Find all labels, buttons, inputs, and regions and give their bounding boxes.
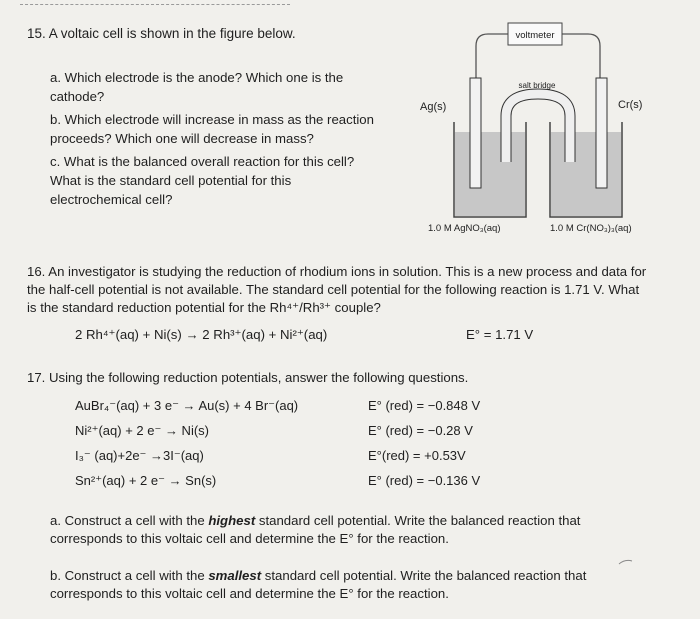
salt-bridge-label: salt bridge (518, 81, 556, 90)
q17-part-a (50, 512, 580, 548)
left-solution (455, 132, 525, 216)
q17-reaction-2: Ni²⁺(aq) + 2 e⁻ → Ni(s) (75, 423, 209, 438)
emphasis-highest: highest (208, 513, 256, 528)
q17-part-b (50, 567, 586, 603)
q17-heading: 17. Using the following reduction potentials, answer the following questions. (27, 370, 469, 385)
voltmeter-label: voltmeter (515, 30, 555, 41)
q15-c-line-1: c. What is the balanced overall reaction for this cell? (50, 154, 355, 169)
q17-a-line-1: a. Construct a cell with the highest standard cell potential. Write the balanced reaction that (50, 513, 581, 528)
q17-potential-2: E° (red) = −0.28 V (368, 423, 473, 438)
ag-electrode (470, 78, 481, 188)
right-solution (551, 132, 621, 216)
q15-b-line-1: b. Which electrode will increase in mass as the reaction (50, 112, 374, 127)
q15-a-line-2: cathode? (50, 89, 105, 104)
q16-line-1: 16. An investigator is studying the reduction of rhodium ions in solution. This is a new process and data for (27, 264, 647, 279)
q15-b-line-2: proceeds? Which one will decrease in mass? (50, 131, 314, 146)
cr-electrode (596, 78, 607, 188)
right-wire (562, 34, 600, 100)
q17-potential-1: E° (red) = −0.848 V (368, 398, 481, 413)
q15-part-a (50, 68, 343, 106)
q15-heading: 15. A voltaic cell is shown in the figure below. (27, 26, 296, 41)
q15-c-line-3: electrochemical cell? (50, 192, 173, 207)
q15-part-b (50, 110, 374, 148)
q17-reaction-1: AuBr₄⁻(aq) + 3 e⁻ → Au(s) + 4 Br⁻(aq) (75, 398, 299, 413)
cr-label: Cr(s) (618, 99, 643, 111)
agno3-label: 1.0 M AgNO₃(aq) (428, 223, 501, 234)
q16-line-3: is the standard reduction potential for the Rh⁴⁺/Rh³⁺ couple? (27, 300, 381, 315)
q17-b-line-1: b. Construct a cell with the smallest standard cell potential. Write the balanced reaction that (50, 568, 587, 583)
q15-a-line-1: a. Which electrode is the anode? Which one is the (50, 70, 344, 85)
emphasis-smallest: smallest (208, 568, 262, 583)
top-dashed-rule (20, 4, 290, 5)
q17-reaction-3: I₃⁻ (aq)+2e⁻ →3I⁻(aq) (75, 448, 204, 463)
q16-text (27, 263, 687, 317)
q17-b-line-2: corresponds to this voltaic cell and determine the E° for the reaction. (50, 586, 449, 601)
q15-part-c (50, 152, 354, 209)
q16-potential: E° = 1.71 V (466, 327, 534, 342)
q17-potential-3: E°(red) = +0.53V (368, 448, 466, 463)
q16-equation: 2 Rh⁴⁺(aq) + Ni(s) → 2 Rh³⁺(aq) + Ni²⁺(aq) (75, 327, 328, 342)
ag-label: Ag(s) (420, 101, 447, 113)
q17-potential-4: E° (red) = −0.136 V (368, 473, 481, 488)
q16-line-2: the half-cell potential is not available. The standard cell potential for the following reaction is 1.71 V. What (27, 282, 640, 297)
q17-a-line-2: corresponds to this voltaic cell and determine the E° for the reaction. (50, 531, 449, 546)
q17-reaction-4: Sn²⁺(aq) + 2 e⁻ → Sn(s) (75, 473, 217, 488)
q15-c-line-2: What is the standard cell potential for this (50, 173, 292, 188)
voltaic-cell-figure (410, 12, 690, 247)
crno3-label: 1.0 M Cr(NO₃)₃(aq) (550, 223, 632, 234)
pen-mark (618, 558, 634, 566)
